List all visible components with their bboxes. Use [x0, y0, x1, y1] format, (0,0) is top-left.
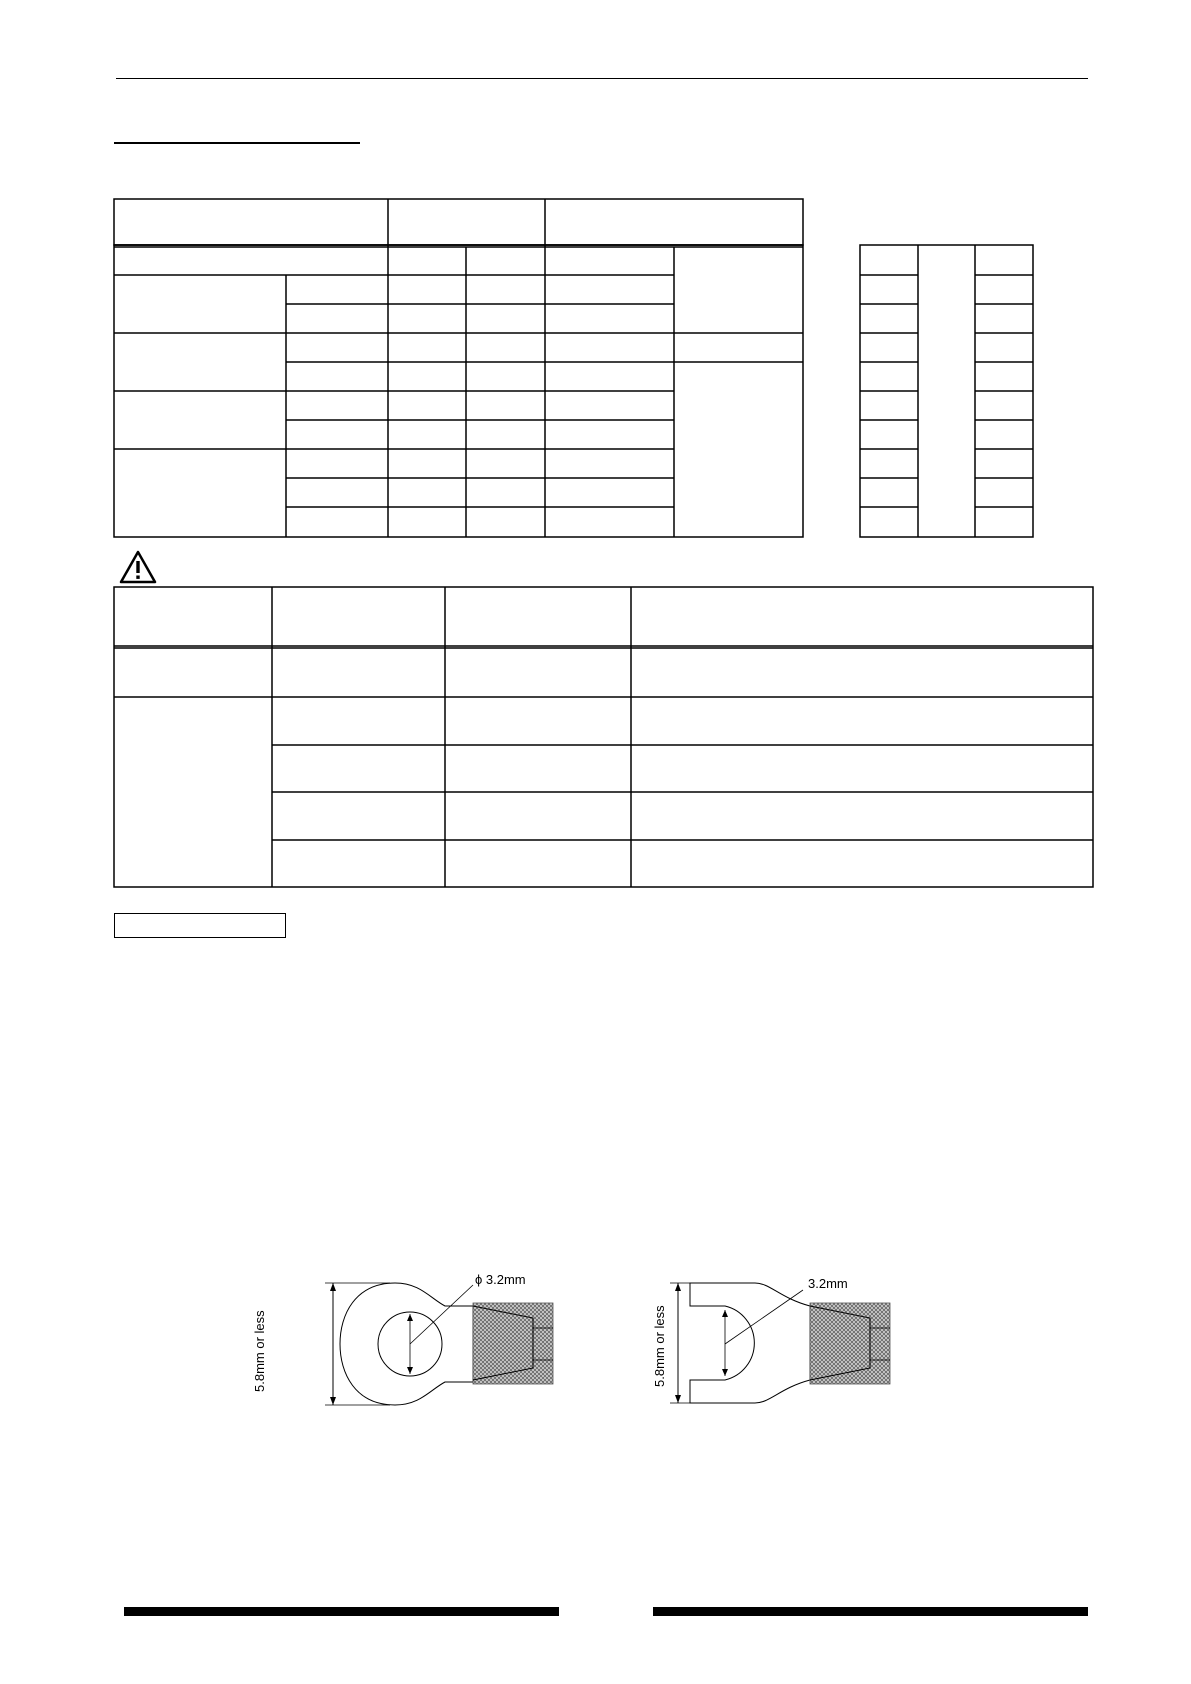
fork-height-label: 5.8mm or less — [652, 1305, 667, 1387]
ring-height-label: 5.8mm or less — [252, 1310, 267, 1392]
fork-terminal-figure — [660, 1270, 930, 1420]
footer-bar-right — [653, 1607, 1088, 1616]
ring-terminal-figure — [295, 1270, 595, 1420]
footer-bar-left — [124, 1607, 559, 1616]
label-box — [114, 913, 286, 938]
ring-hole-label: ϕ 3.2mm — [475, 1272, 526, 1287]
fork-slot-label: 3.2mm — [808, 1276, 848, 1291]
